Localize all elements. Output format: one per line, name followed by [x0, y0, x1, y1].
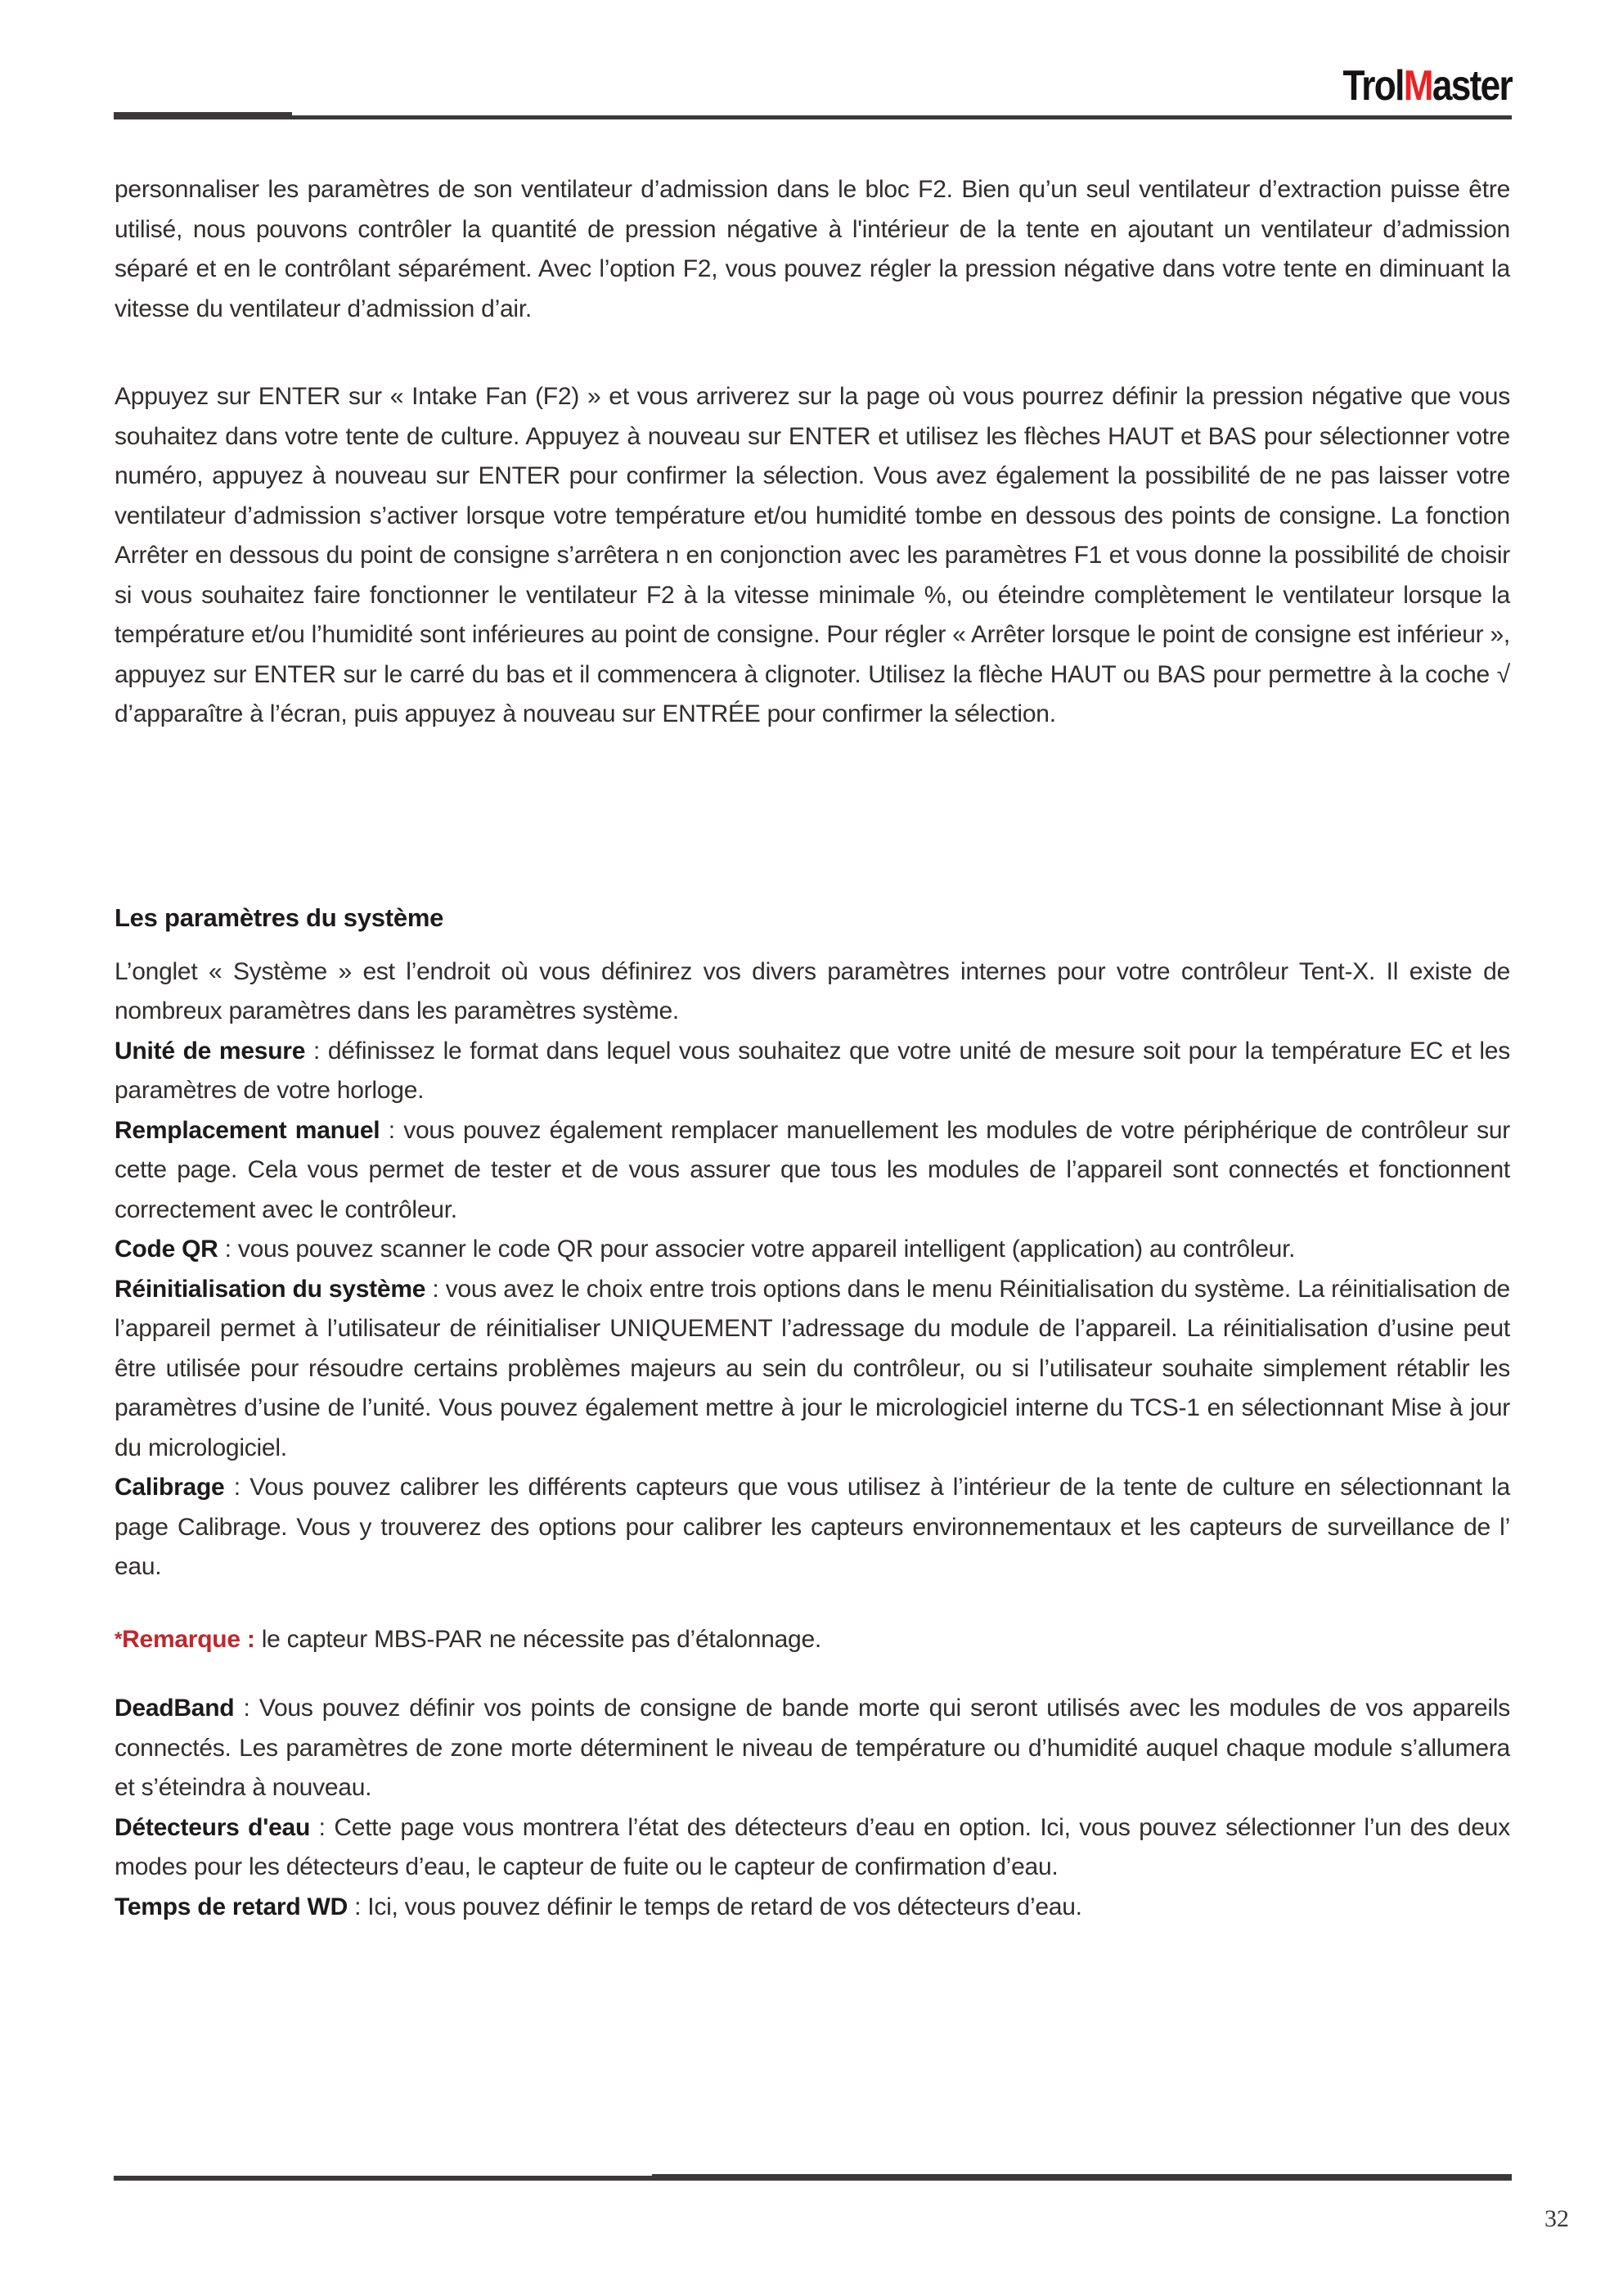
definition-text: définissez le format dans lequel vous souhaitez que votre unité de mesure soit pour la température EC et les paramètres de votre horloge. [115, 1037, 1510, 1104]
definition-text: Vous pouvez calibrer les différents capteurs que vous utilisez à l’intérieur de la tente de culture en sélectionnant la page Calibrage. Vous y trouverez des options pour calibrer les capteurs environnementaux et les capteurs de surveillance de l’ eau. [115, 1474, 1510, 1580]
note-label-text: Remarque [122, 1625, 241, 1653]
definition-separator: : [348, 1893, 368, 1920]
definition-term: Réinitialisation du système [115, 1275, 426, 1303]
definition-separator: : [310, 1813, 335, 1841]
brand-logo-accent-letter: M [1403, 62, 1432, 110]
paragraph-enter-instructions: Appuyez sur ENTER sur « Intake Fan (F2) » et vous arriverez sur la page où vous pourrez définir la pression négative que vous souhaitez dans votre tente de culture. Appuyez à nouveau sur ENTER et utilisez les flèches HAUT et BAS pour sélectionner votre numéro, appuyez à nouveau sur ENTER pour confirmer la sélection. Vous avez également la possibilité de ne pas laisser votre ventilateur d’admission s’activer lorsque votre température et/ou humidité tombe en dessous des points de consigne. La fonction Arrêter en dessous du point de consigne s’arrêtera n en conjonction avec les paramètres F1 et vous donne la possibilité de choisir si vous souhaitez faire fonctionner le ventilateur F2 à la vitesse minimale %, ou éteindre complètement le ventilateur lorsque la température et/ou l’humidité sont inférieures au point de consigne. Pour régler « Arrêter lorsque le point de consigne est inférieur », appuyez sur ENTER sur le carré du bas et il commencera à clignoter. Utilisez la flèche HAUT ou BAS pour permettre à la coche √ d’apparaître à l’écran, puis appuyez à nouveau sur ENTRÉE pour confirmer la sélection. [115, 383, 1510, 727]
footer-rule-segment-right [652, 2174, 1512, 2181]
note-text: le capteur MBS-PAR ne nécessite pas d’étalonnage. [261, 1625, 822, 1653]
definition-item-unit-of-measure [115, 1032, 1510, 1111]
section-heading: Les paramètres du système [115, 903, 444, 932]
definition-text: Ici, vous pouvez définir le temps de retard de vos détecteurs d’eau. [367, 1893, 1082, 1920]
paragraph-intake-fan-intro: personnaliser les paramètres de son ventilateur d’admission dans le bloc F2. Bien qu’un seul ventilateur d’extraction puisse être utilisé, nous pouvons contrôler la quantité de pression négative à l'intérieur de la tente en ajoutant un ventilateur d’admission séparé et en le contrôlant séparément. Avec l’option F2, vous pouvez régler la pression négative dans votre tente en diminuant la vitesse du ventilateur d’admission d’air. [115, 176, 1510, 322]
page-number: 32 [1544, 2205, 1569, 2232]
definition-term: Unité de mesure [115, 1037, 306, 1065]
definition-term: Temps de retard WD [115, 1893, 348, 1920]
definition-item-qr-code [115, 1230, 1510, 1270]
note-remark [115, 1620, 1510, 1660]
definition-separator: : [425, 1275, 446, 1303]
definition-term: Calibrage [115, 1474, 225, 1501]
definition-term: Remplacement manuel [115, 1116, 380, 1144]
page-content [115, 0, 1510, 1927]
definition-text: vous avez le choix entre trois options dans le menu Réinitialisation du système. La réinitialisation de l’appareil permet à l’utilisateur de réinitialiser UNIQUEMENT l’adressage du module de l’appareil. La réinitialisation d’usine peut être utilisée pour résoudre certains problèmes majeurs au sein du contrôleur, ou si l’utilisateur souhaite simplement rétablir les paramètres d’usine de l’unité. Vous pouvez également mettre à jour le micrologiciel interne du TCS-1 en sélectionnant Mise à jour du micrologiciel. [115, 1275, 1510, 1461]
definition-separator: : [380, 1116, 404, 1144]
definition-text: vous pouvez scanner le code QR pour associer votre appareil intelligent (application) au contrôleur. [237, 1236, 1296, 1263]
note-separator: : [240, 1625, 262, 1653]
footer-rule-segment-left [114, 2176, 652, 2181]
definition-text: Vous pouvez définir vos points de consigne de bande morte qui seront utilisés avec les modules de vos appareils connectés. Les paramètres de zone morte déterminent le niveau de température ou d’humidité auquel chaque module s’allumera et s’éteindra à nouveau. [115, 1695, 1510, 1801]
definition-item-manual-override [115, 1111, 1510, 1231]
definition-item-calibration [115, 1468, 1510, 1587]
section-intro: L’onglet « Système » est l’endroit où vous définirez vos divers paramètres internes pour votre contrôleur Tent-X. Il existe de nombreux paramètres dans les paramètres système. [115, 957, 1510, 1024]
footer-rule [114, 2174, 1512, 2181]
definition-separator: : [224, 1474, 250, 1501]
definition-text: Cette page vous montrera l’état des détecteurs d’eau en option. Ici, vous pouvez sélectionner l’un des deux modes pour les détecteurs d’eau, le capteur de fuite ou le capteur de confirmation d’eau. [115, 1813, 1510, 1880]
definition-term: Code QR [115, 1236, 218, 1263]
definition-separator: : [305, 1037, 328, 1065]
definition-term: Détecteurs d'eau [115, 1813, 311, 1841]
definition-item-deadband [115, 1689, 1510, 1808]
note-label [115, 1626, 262, 1653]
brand-logo-part1: Trol [1342, 62, 1404, 110]
definition-text: vous pouvez également remplacer manuellement les modules de votre périphérique de contrôleur sur cette page. Cela vous permet de tester et de vous assurer que tous les modules de l’appareil sont connectés et fonctionnent correctement avec le contrôleur. [115, 1116, 1510, 1223]
definition-item-system-reset [115, 1270, 1510, 1469]
definition-item-wd-delay-time [115, 1888, 1510, 1928]
asterisk-marker: * [115, 1627, 123, 1650]
definition-item-water-detectors [115, 1808, 1510, 1888]
definition-separator: : [218, 1236, 238, 1263]
definition-term: DeadBand [115, 1695, 235, 1722]
brand-logo-part2: aster [1432, 62, 1512, 110]
definition-separator: : [234, 1695, 259, 1722]
